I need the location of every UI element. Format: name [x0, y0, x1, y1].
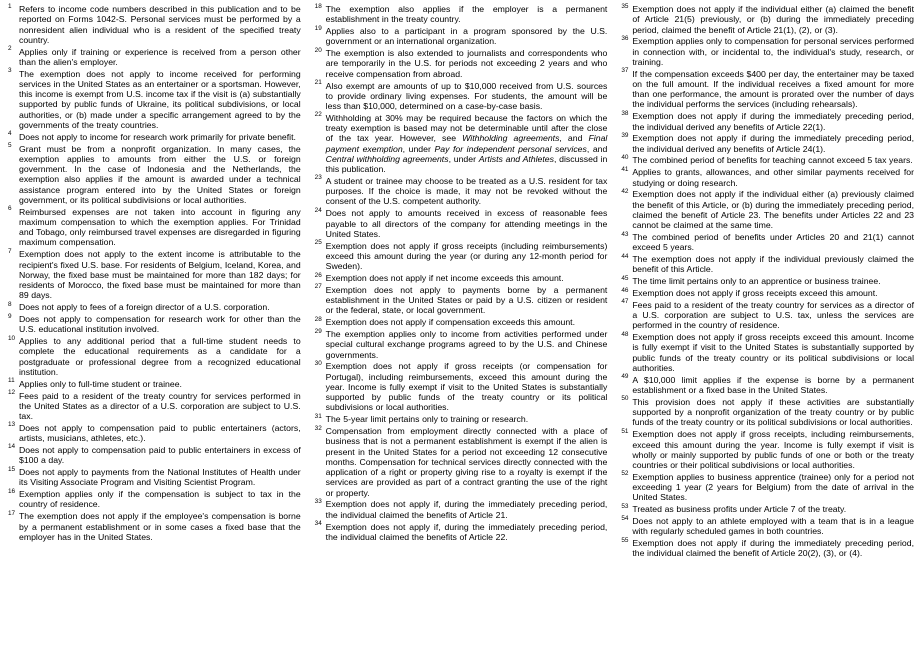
footnote-text: The combined period of benefits under Articles 20 and 21(1) cannot exceed 5 years. — [632, 232, 915, 253]
footnote-item — [621, 254, 914, 275]
footnote-item — [8, 314, 301, 335]
footnote-item — [8, 249, 301, 300]
footnote-text: Exemption does not apply if net income exceeds this amount. — [325, 273, 564, 283]
footnote-text: Exemption does not apply if gross receipts, including reimbursements, exceed this amount during the year. Income is fully exempt if visit is wholly or mainly supported by public funds of one or both or the treaty countries or their political subdivisions or local authorities. — [632, 429, 915, 470]
footnote-number: 29 — [314, 327, 322, 335]
footnote-item — [315, 81, 608, 112]
footnote-number: 47 — [621, 298, 629, 306]
footnote-text: Treated as business profits under Article 7 of the treaty. — [632, 504, 847, 515]
footnote-item — [8, 144, 301, 206]
footnote-item — [621, 36, 914, 67]
footnote-text: Refers to income code numbers described in this publication and to be reported on Forms 1042-S. Personal services must be performed by a nonresident alien individual who is a resident of the specified treaty country. — [19, 4, 301, 45]
footnote-number: 21 — [314, 79, 322, 87]
footnote-text: Applies to any additional period that a full-time student needs to complete the educational requirements as a candidate for a postgraduate or professional degree from a recognized educational institution. — [19, 336, 301, 377]
footnote-item — [315, 329, 608, 360]
footnotes-column-3 — [621, 4, 914, 649]
footnote-item — [621, 472, 914, 503]
footnote-text: Exemption does not apply if during the immediately preceding period, the individual derived any benefits of Article 22(1). — [632, 111, 915, 132]
footnote-text: Withholding at 30% may be required because the factors on which the treaty exemption is based may not be determinable until after the close of the tax year. However, see Withholding agreements, and Final payment exemption, under Pay for independent personal services, and Central withholding agreements, under Artists and Athletes, discussed in this publication. — [325, 112, 608, 175]
footnote-item — [621, 276, 914, 286]
footnote-text: The 5-year limit pertains only to training or research. — [325, 414, 529, 425]
footnote-number: 27 — [314, 283, 322, 291]
footnote-text: Does not apply to compensation for research work for other than the U.S. educational institution involved. — [19, 314, 301, 335]
footnote-number: 16 — [8, 487, 16, 495]
footnote-number: 11 — [8, 377, 15, 385]
footnote-item — [8, 336, 301, 377]
footnote-text: Does not apply to payments from the National Institutes of Health under its Visiting Associate Program and Visiting Scientist Program. — [19, 467, 301, 488]
footnote-number: 10 — [8, 334, 16, 342]
footnote-item — [8, 423, 301, 444]
footnote-text: The exemption also applies if the employer is a permanent establishment in the treaty country. — [325, 4, 608, 25]
footnote-number: 7 — [8, 247, 12, 255]
footnote-item — [621, 133, 914, 154]
footnote-text: Exemption does not apply if compensation exceeds this amount. — [325, 317, 576, 328]
footnote-item — [621, 232, 914, 253]
footnote-number: 30 — [314, 359, 322, 367]
footnote-number: 20 — [314, 46, 322, 54]
footnote-item — [315, 414, 608, 424]
footnote-text: Does not apply to compensation paid to public entertainers (actors, artists, musicians, athletes, etc.). — [19, 422, 301, 444]
footnote-number: 3 — [8, 67, 12, 75]
footnote-number: 22 — [314, 111, 322, 119]
footnote-number: 23 — [314, 174, 322, 182]
footnote-item — [621, 300, 914, 331]
footnote-item — [621, 167, 914, 188]
footnote-item — [315, 26, 608, 47]
footnote-text: Also exempt are amounts of up to $10,000 received from U.S. sources to provide ordinary living expenses. For students, the amount will be less than $10,000, determined on a case-by-case basis. — [325, 80, 608, 112]
footnote-item — [8, 489, 301, 510]
footnote-item — [315, 361, 608, 412]
footnote-number: 36 — [621, 34, 629, 42]
footnote-number: 25 — [314, 239, 322, 247]
footnote-number: 46 — [621, 286, 629, 294]
footnote-text: Exemption does not apply if the individual either (a) claimed the benefit of Article 21(5) previously, or (b) during the immediately preceding period, claimed the benefit of Article 21(1), (2), or (3). — [632, 4, 915, 35]
footnote-text: This provision does not apply if these activities are substantially supported by a nonprofit organization of the treaty country or by public funds of the treaty country or its political subdivisions or local authorities. — [632, 396, 915, 428]
footnote-number: 28 — [314, 315, 322, 323]
footnote-number: 14 — [8, 443, 16, 451]
footnote-item — [8, 4, 301, 45]
footnote-text: Exemption applies only if the compensation is subject to tax in the country of residence. — [19, 489, 301, 510]
footnote-number: 35 — [621, 2, 629, 10]
footnote-text: Exemption does not apply if during the immediately preceding period, the individual derived any benefits of Article 24(1). — [632, 133, 915, 154]
footnote-text: Exemption applies only to compensation for personal services performed in connection with, or incidental to, the individual's study, research, or training. — [632, 36, 915, 67]
footnote-number: 43 — [621, 230, 629, 238]
footnote-item — [621, 69, 914, 110]
footnote-item — [315, 499, 608, 520]
footnote-number: 33 — [314, 497, 322, 505]
footnote-item — [621, 429, 914, 470]
footnote-text: Applies to grants, allowances, and other similar payments received for studying or doing research. — [632, 167, 915, 188]
footnote-text: Does not apply to income for research work primarily for private benefit. — [19, 131, 296, 142]
footnote-text: Does not apply to amounts received in excess of reasonable fees payable to all directors of the company for attending meetings in the United States. — [325, 208, 608, 239]
footnote-item — [621, 375, 914, 396]
footnote-text: Exemption applies to business apprentice (trainee) only for a period not exceeding 1 year (2 years for Belgium) from the date of arrival in the United States. — [632, 471, 915, 503]
footnote-number: 5 — [8, 142, 12, 150]
footnote-number: 8 — [8, 300, 12, 308]
footnote-number: 37 — [621, 67, 629, 75]
footnote-number: 39 — [621, 131, 629, 139]
footnote-item — [8, 511, 301, 542]
footnote-item — [315, 285, 608, 316]
footnote-number: 53 — [621, 502, 629, 510]
footnote-number: 2 — [8, 45, 12, 53]
footnote-item — [621, 4, 914, 35]
footnote-number: 50 — [621, 395, 629, 403]
footnote-number: 48 — [621, 330, 629, 338]
footnote-item — [8, 207, 301, 248]
footnote-item — [8, 132, 301, 142]
footnote-text: The exemption applies only to income from activities performed under special cultural exchange programs agreed to by the U.S. and Chinese governments. — [325, 329, 608, 360]
footnote-text: The time limit pertains only to an apprentice or business trainee. — [632, 276, 881, 287]
footnote-text: Exemption does not apply to the extent income is attributable to the recipient's fixed U.S. base. For residents of Belgium, Iceland, Korea, and Norway, the fixed base must be maintained for more than 182 days; for residents of Morocco, the fixed base must be maintained for more than 89 days. — [19, 249, 301, 301]
footnote-number: 19 — [314, 24, 322, 32]
footnote-number: 42 — [621, 187, 629, 195]
footnote-number: 13 — [8, 421, 16, 429]
footnote-number: 41 — [621, 165, 629, 173]
footnote-number: 45 — [621, 274, 629, 282]
footnote-number: 34 — [314, 520, 322, 527]
footnotes-column-2 — [315, 4, 608, 649]
footnote-number: 51 — [621, 427, 629, 435]
footnote-item — [621, 111, 914, 132]
footnote-item — [8, 391, 301, 422]
footnote-text: If the compensation exceeds $400 per day, the entertainer may be taxed on the full amount. If the individual receives a fixed amount for more than one performance, the amount is prorated over the number of days the individual performs the services (including rehearsals). — [632, 68, 915, 110]
footnote-item — [315, 317, 608, 327]
footnote-item — [621, 288, 914, 298]
footnote-item — [315, 48, 608, 79]
footnote-text: Compensation from employment directly connected with a place of business that is not a permanent establishment is exempt if the alien is present in the United States for a period not exceeding 12 consecutive months. Compensation for technical services directly connected with the application of a right or property giving rise to a royalty is exempt if the services are provided as part of a contract granting the use of the right or property. — [325, 426, 608, 498]
footnote-text: Exemption does not apply if, during the immediately preceding period, the individual claimed the benefits of Article 21. — [325, 499, 608, 520]
footnote-item — [621, 397, 914, 428]
footnote-number: 54 — [621, 514, 629, 522]
footnote-item — [8, 302, 301, 312]
footnote-number: 52 — [621, 470, 629, 478]
footnote-number: 31 — [314, 412, 322, 420]
footnote-number: 17 — [8, 509, 16, 517]
footnote-text: Applies only to full-time student or trainee. — [19, 378, 182, 389]
footnote-item — [315, 241, 608, 272]
footnote-text: The exemption is also extended to journalists and correspondents who are temporarily in the U.S. for periods not exceeding 2 years and who receive compensation from abroad. — [325, 48, 608, 79]
footnote-text: Exemption does not apply if during the immediately preceding period, the individual claimed the benefit of Article 20(2), (3), or (4). — [632, 538, 915, 559]
footnote-item — [8, 69, 301, 131]
footnote-text: Exemption does not apply if, during the immediately preceding period, the individual claimed the benefits of Article 22. — [325, 521, 608, 542]
footnote-item — [8, 445, 301, 466]
footnote-text: Does not apply to an athlete employed with a team that is in a league with regularly scheduled games in both countries. — [632, 516, 915, 537]
footnote-text: Exemption does not apply if gross receipts (including reimbursements) exceed this amount during the year (or during any 12-month period for Sweden). — [325, 240, 608, 272]
footnote-number: 49 — [621, 373, 629, 381]
footnote-item — [621, 155, 914, 165]
footnote-text: Exemption does not apply if gross receipts exceed this amount. — [632, 288, 878, 299]
footnote-text: Exemption does not apply if gross receipts (or compensation for Portugal), including reimbursements, exceed this amount during the year. Income is fully exempt if visit to the United States is substantially supported by public funds of the treaty country or its political subdivisions or local authorities. — [325, 361, 608, 413]
footnote-item — [315, 176, 608, 207]
footnote-text: Does not apply to compensation paid to public entertainers in excess of $100 a day. — [19, 444, 301, 466]
footnote-number: 55 — [621, 536, 629, 544]
footnote-number: 6 — [8, 205, 12, 213]
footnote-text: A $10,000 limit applies if the expense is borne by a permanent establishment or a fixed base in the United States. — [632, 374, 915, 396]
footnote-text: A student or trainee may choose to be treated as a U.S. resident for tax purposes. If the choice is made, it may not be revoked without the consent of the U.S. competent authority. — [325, 175, 608, 207]
footnote-item — [315, 4, 608, 25]
footnote-text: Exemption does not apply if the individual either (a) previously claimed the benefit of this Article, or (b) during the immediately preceding period, claimed the benefit of Article 23. The benefits under Articles 22 and 23 cannot be claimed at the same time. — [632, 189, 915, 231]
footnote-item — [8, 379, 301, 389]
footnote-item — [8, 47, 301, 68]
footnote-text: Fees paid to a resident of the treaty country for services performed in the United States as a director of a U.S. corporation are subject to U.S. tax. — [19, 390, 301, 422]
footnote-item — [315, 113, 608, 175]
footnote-item — [621, 332, 914, 373]
footnotes-column-1 — [8, 4, 301, 649]
footnote-item — [621, 538, 914, 559]
footnote-number: 44 — [621, 252, 629, 260]
footnote-number: 40 — [621, 153, 629, 161]
footnote-number: 12 — [8, 389, 16, 397]
footnote-number: 18 — [314, 2, 322, 10]
footnote-number: 32 — [314, 424, 322, 432]
footnote-text: Applies also to a participant in a program sponsored by the U.S. government or an international organization. — [325, 26, 608, 47]
footnote-text: Does not apply to fees of a foreign director of a U.S. corporation. — [19, 302, 270, 313]
footnote-text: The exemption does not apply if the employee's compensation is borne by a permanent establishment or in some cases a fixed base that the employer has in the United States. — [19, 511, 301, 542]
footnote-item — [621, 516, 914, 537]
footnote-number: 4 — [8, 130, 12, 138]
footnote-item — [8, 467, 301, 488]
footnote-item — [315, 522, 608, 543]
footnote-text: The exemption does not apply if the individual previously claimed the benefit of this Article. — [632, 254, 915, 275]
footnote-item — [621, 504, 914, 514]
footnote-text: The combined period of benefits for teaching cannot exceed 5 tax years. — [632, 155, 913, 166]
footnote-text: The exemption does not apply to income received for performing services in the United States as an entertainer or a sportsman. However, this income is exempt from U.S. income tax if the visit is (a) substantially supported by public funds of Ukraine, its political subdivisions, or local authorities, or (b) made under a specific arrangement agreed to by the governments of the treaty countries. — [19, 68, 301, 130]
footnote-number: 1 — [8, 2, 12, 10]
footnote-item — [621, 189, 914, 230]
footnote-text: Reimbursed expenses are not taken into account in figuring any maximum compensation to which the exemption applies. For Trinidad and Tobago, only reimbursed travel expenses are disregarded in figuring maximum compensation. — [19, 206, 301, 248]
footnote-item — [315, 208, 608, 239]
footnote-number: 15 — [8, 465, 16, 473]
footnote-number: 26 — [314, 271, 322, 279]
footnote-text: Exemption does not apply to payments borne by a permanent establishment in the United States or paid by a U.S. citizen or resident or the federal, state, or local government. — [325, 284, 608, 316]
footnote-text: Fees paid to a resident of the treaty country for services as a director of a U.S. corporation are subject to U.S. tax, unless the services are performed in the country of residence. — [632, 299, 915, 331]
footnote-item — [315, 426, 608, 498]
footnote-text: Applies only if training or experience is received from a person other than the alien's employer. — [19, 46, 301, 67]
footnote-number: 38 — [621, 109, 629, 117]
footnote-text: Grant must be from a nonprofit organization. In many cases, the exemption applies to amounts from either the U.S. or foreign government. In the case of Indonesia and the Netherlands, the exemption also applies if the amount is awarded under a technical assistance program entered into by the United States or foreign government, or its political subdivisions or local authorities. — [19, 143, 301, 205]
footnote-number: 9 — [8, 312, 12, 320]
footnote-item — [315, 273, 608, 283]
footnote-text: Exemption does not apply if gross receipts exceed this amount. Income is fully exempt if visit to the United States is substantially supported by public funds of the treaty country or its political subdivisions or local authorities. — [632, 332, 915, 373]
footnote-number: 24 — [314, 206, 322, 214]
